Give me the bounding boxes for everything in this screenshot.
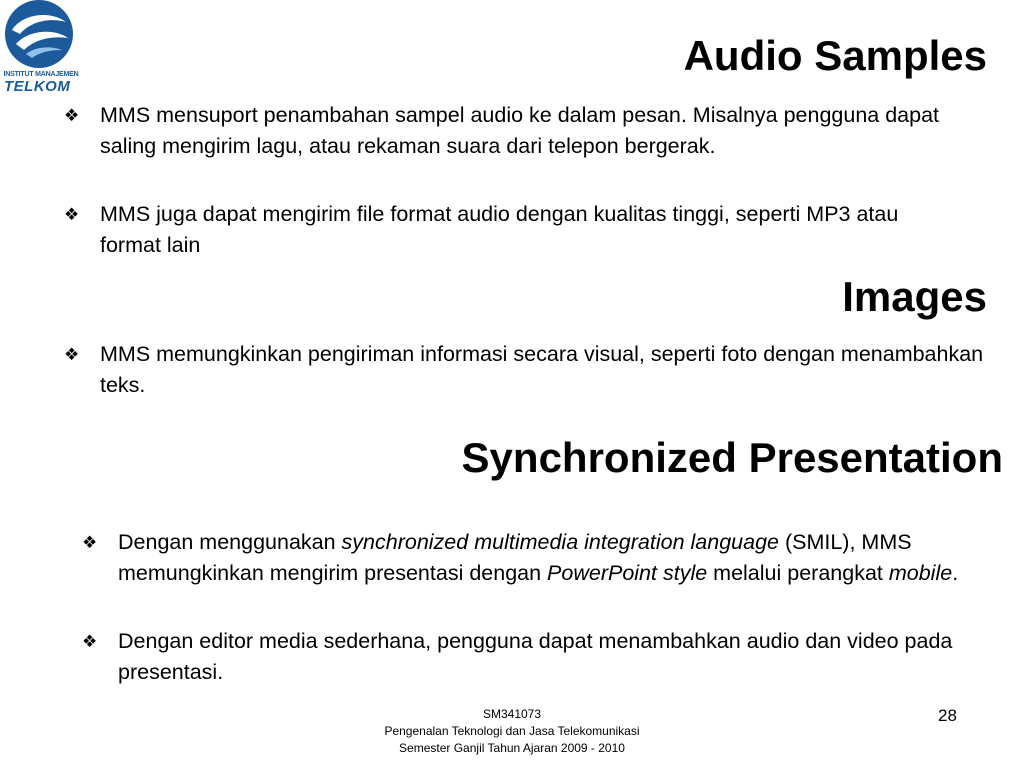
footer-course-code: SM341073 [482,707,542,721]
diamond-bullet-icon: ❖ [82,632,98,651]
text-run-italic: synchronized multimedia integration language [341,530,779,554]
bullet-audio-1 [64,100,944,162]
text-run-italic: PowerPoint style [547,561,708,585]
logo-text-institute: INSTITUT MANAJEMEN [3,71,79,78]
logo-emblem-icon [2,0,78,72]
bullet-text [118,527,1012,589]
bullet-text: MMS juga dapat mengirim file format audio dengan kualitas tinggi, seperti MP3 atau format lain [100,202,899,257]
text-run: Dengan menggunakan [118,530,342,554]
text-run: . [952,561,959,585]
bullet-text: MMS memungkinkan pengiriman informasi secara visual, seperti foto dengan menambahkan teks. [100,342,984,397]
bullet-images-1 [64,339,994,401]
diamond-bullet-icon: ❖ [64,205,80,224]
heading-images: Images [842,273,987,320]
footer-course-title: Pengenalan Teknologi dan Jasa Telekomunikasi [384,724,640,738]
bullet-audio-2 [64,199,944,261]
text-run: (SMIL), MMS memungkinkan mengirim presentasi dengan [118,530,912,585]
page-number: 28 [938,706,957,725]
bullet-sync-1 [82,527,1012,589]
text-run: melalui perangkat [707,561,889,585]
heading-synchronized-presentation: Synchronized Presentation [461,434,1003,481]
heading-audio-samples: Audio Samples [683,32,987,79]
text-run-italic: mobile [888,561,953,585]
diamond-bullet-icon: ❖ [64,106,80,125]
telkom-logo [2,0,78,96]
diamond-bullet-icon: ❖ [82,533,98,552]
bullet-sync-2 [82,626,1012,688]
bullet-text: Dengan editor media sederhana, pengguna dapat menambahkan audio dan video pada presentasi. [118,629,953,684]
logo-text-telkom: TELKOM [4,78,71,95]
slide-footer [300,706,724,757]
bullet-text: MMS mensuport penambahan sampel audio ke dalam pesan. Misalnya pengguna dapat saling mengirim lagu, atau rekaman suara dari telepon bergerak. [100,103,940,158]
footer-semester: Semester Ganjil Tahun Ajaran 2009 - 2010 [399,741,625,755]
diamond-bullet-icon: ❖ [64,345,80,364]
